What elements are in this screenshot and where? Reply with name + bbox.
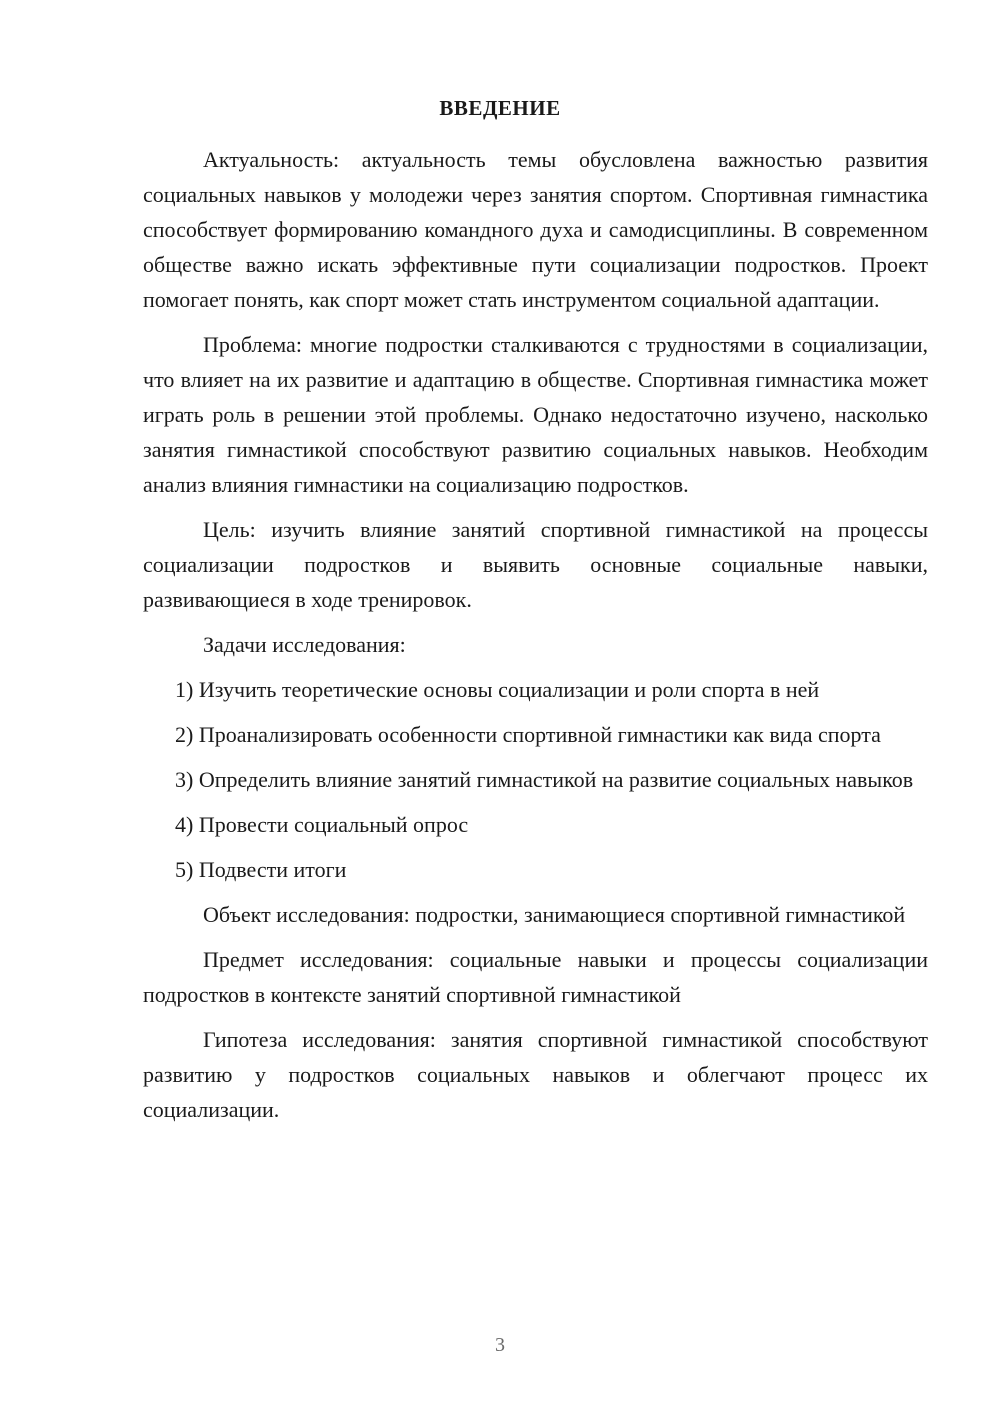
task-item: 2) Проанализировать особенности спортивной гимнастики как вида спорта <box>175 722 881 747</box>
relevance-paragraph: Актуальность: актуальность темы обусловлена важностью развития социальных навыков у молодежи через занятия спортом. Спортивная гимнастика способствует формированию командного духа и самодисциплины. В современном обществе важно искать эффективные пути социализации подростков. Проект помогает понять, как спорт может стать инструментом социальной адаптации. <box>143 147 928 312</box>
document-body <box>143 142 928 1137</box>
page-number: 3 <box>495 1334 505 1356</box>
task-item: 3) Определить влияние занятий гимнастикой на развитие социальных навыков <box>175 767 914 792</box>
tasks-label: Задачи исследования: <box>203 632 406 657</box>
hypothesis-paragraph: Гипотеза исследования: занятия спортивной гимнастикой способствуют развитию у подростков социальных навыков и облегчают процесс их социализации. <box>143 1027 928 1122</box>
problem-paragraph: Проблема: многие подростки сталкиваются с трудностями в социализации, что влияет на их развитие и адаптацию в обществе. Спортивная гимнастика может играть роль в решении этой проблемы. Однако недостаточно изучено, насколько занятия гимнастикой способствуют развитию социальных навыков. Необходим анализ влияния гимнастики на социализацию подростков. <box>143 332 928 497</box>
page-title: ВВЕДЕНИЕ <box>439 96 561 120</box>
subject-paragraph: Предмет исследования: социальные навыки и процессы социализации подростков в контексте занятий спортивной гимнастикой <box>143 947 928 1007</box>
task-item: 4) Провести социальный опрос <box>175 812 469 837</box>
task-item: 1) Изучить теоретические основы социализации и роли спорта в ней <box>175 677 820 702</box>
task-item: 5) Подвести итоги <box>175 857 347 882</box>
object-paragraph: Объект исследования: подростки, занимающиеся спортивной гимнастикой <box>203 902 906 927</box>
goal-paragraph: Цель: изучить влияние занятий спортивной гимнастикой на процессы социализации подростков и выявить основные социальные навыки, развивающиеся в ходе тренировок. <box>143 517 928 612</box>
